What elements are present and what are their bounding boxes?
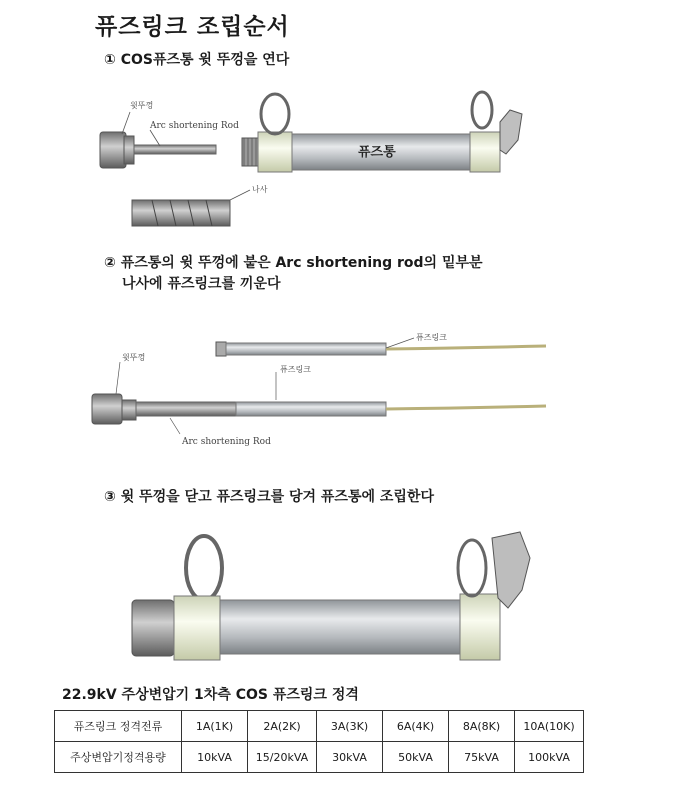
table-row	[55, 711, 584, 742]
step-2-heading	[104, 253, 483, 295]
cap-icon	[100, 132, 134, 168]
rod-label-2: Arc shortening Rod	[182, 437, 271, 447]
table-row	[55, 742, 584, 773]
thread-closeup	[132, 200, 230, 226]
figure-step-2	[80, 322, 560, 452]
fuselink-top-label: 퓨즈링크	[416, 333, 447, 342]
table-cell: 75kVA	[449, 742, 515, 773]
step-1-heading: ① COS퓨즈통 윗 뚜껑을 연다	[104, 52, 290, 68]
fuse-link-top	[216, 342, 546, 356]
table-cell: 8A(8K)	[449, 711, 515, 742]
fuselink-mid-label: 퓨즈링크	[280, 365, 311, 374]
table-cell: 6A(4K)	[383, 711, 449, 742]
table-row-header: 주상변압기정격용량	[55, 742, 182, 773]
rod-assembly	[92, 394, 546, 424]
step-2-line-1: ② 퓨즈통의 윗 뚜껑에 붙은 Arc shortening rod의 밑부분	[104, 255, 483, 271]
rod-label: Arc shortening Rod	[150, 121, 239, 131]
figure-step-3	[120, 528, 560, 673]
table-cell: 3A(3K)	[317, 711, 383, 742]
table-cell: 30kVA	[317, 742, 383, 773]
table-cell: 1A(1K)	[182, 711, 248, 742]
rating-table-title: 22.9kV 주상변압기 1차측 COS 퓨즈링크 정격	[62, 687, 359, 703]
table-cell: 50kVA	[383, 742, 449, 773]
assembled-fuse-tube	[132, 532, 530, 660]
arc-rod	[134, 145, 216, 154]
cap-label-2: 윗뚜껑	[122, 353, 146, 362]
fuse-tube	[242, 92, 522, 172]
table-row-header: 퓨즈링크 정격전류	[55, 711, 182, 742]
page-title: 퓨즈링크 조립순서	[95, 14, 290, 40]
cap-label: 윗뚜껑	[130, 101, 154, 110]
tube-label: 퓨즈통	[358, 145, 396, 160]
table-cell: 10kVA	[182, 742, 248, 773]
step-3-heading: ③ 윗 뚜껑을 닫고 퓨즈링크를 당겨 퓨즈통에 조립한다	[104, 489, 434, 505]
table-cell: 100kVA	[515, 742, 584, 773]
rating-table	[54, 710, 584, 773]
thread-label: 나사	[252, 185, 268, 194]
table-cell: 10A(10K)	[515, 711, 584, 742]
table-cell: 15/20kVA	[248, 742, 317, 773]
step-2-line-2: 나사에 퓨즈링크를 끼운다	[122, 276, 281, 292]
figure-step-1	[90, 80, 650, 250]
table-cell: 2A(2K)	[248, 711, 317, 742]
